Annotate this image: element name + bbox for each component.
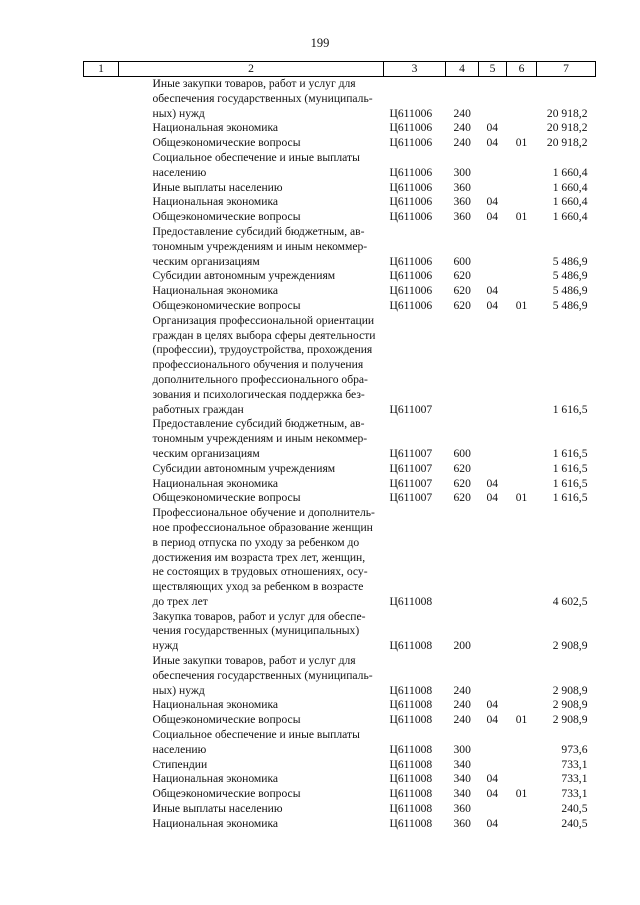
section-code: 04	[486, 787, 499, 801]
expense-type-code: 360	[453, 210, 471, 224]
target-article-code: Ц611008	[389, 698, 433, 712]
target-article-code: Ц611007	[389, 446, 433, 460]
description-line: Общеэкономические вопросы	[152, 298, 301, 312]
target-article-code: Ц611008	[389, 787, 433, 801]
section-code: 04	[486, 491, 499, 505]
row-number-cell	[84, 802, 119, 817]
expense-type-code: 300	[453, 165, 471, 179]
item-description	[119, 195, 384, 210]
subsection-code	[507, 269, 537, 284]
amount: 20 918,2	[546, 121, 588, 135]
section-code	[479, 728, 507, 758]
item-description	[119, 284, 384, 299]
description-line: Иные выплаты населению	[152, 180, 283, 194]
expense-type-code: 360	[453, 802, 471, 816]
section-code	[479, 506, 507, 610]
expense-type-code: 600	[453, 254, 471, 268]
target-article-code: Ц611007	[389, 461, 433, 475]
table-row	[84, 802, 596, 817]
row-number-cell	[84, 491, 119, 506]
description-line: Национальная экономика	[152, 284, 279, 298]
target-article-code: Ц611008	[389, 772, 433, 786]
subsection-code	[507, 225, 537, 269]
section-code	[479, 610, 507, 654]
expense-type-code: 620	[453, 298, 471, 312]
row-number-cell	[84, 610, 119, 654]
subsection-code	[507, 802, 537, 817]
item-description	[119, 77, 384, 122]
table-row	[84, 477, 596, 492]
row-number-cell	[84, 728, 119, 758]
subsection-code	[507, 314, 537, 418]
expense-type-code: 240	[453, 136, 471, 150]
table-row	[84, 772, 596, 787]
target-article-code: Ц611006	[389, 195, 433, 209]
expense-type-code	[446, 506, 479, 610]
table-row	[84, 136, 596, 151]
item-description	[119, 269, 384, 284]
description-line: тономным учреждениям и иным некоммер-	[152, 432, 368, 446]
table-row	[84, 284, 596, 299]
expense-type-code: 360	[453, 195, 471, 209]
description-line: дополнительного профессионального обра-	[152, 372, 368, 386]
description-line: Национальная экономика	[152, 195, 279, 209]
description-line: Предоставление субсидий бюджетным, ав-	[152, 224, 365, 238]
description-line: Предоставление субсидий бюджетным, ав-	[152, 417, 365, 431]
description-line: чения государственных (муниципальных)	[152, 624, 360, 638]
column-header-5: 5	[479, 62, 507, 77]
table-row	[84, 77, 596, 122]
target-article-code: Ц611006	[389, 284, 433, 298]
description-line: Общеэкономические вопросы	[152, 787, 301, 801]
table-row	[84, 151, 596, 181]
expense-type-code: 620	[453, 284, 471, 298]
amount: 20 918,2	[546, 136, 588, 150]
row-number-cell	[84, 314, 119, 418]
subsection-code	[507, 758, 537, 773]
description-line: Субсидии автономным учреждениям	[152, 269, 336, 283]
table-row	[84, 462, 596, 477]
budget-table	[83, 61, 596, 832]
subsection-code	[507, 728, 537, 758]
section-code	[479, 758, 507, 773]
section-code: 04	[486, 284, 499, 298]
section-code	[479, 802, 507, 817]
table-row	[84, 269, 596, 284]
table-row	[84, 314, 596, 418]
expense-type-code: 340	[453, 772, 471, 786]
subsection-code: 01	[515, 713, 528, 727]
description-line: Закупка товаров, работ и услуг для обеспе-	[152, 609, 366, 623]
row-number-cell	[84, 787, 119, 802]
row-number-cell	[84, 195, 119, 210]
expense-type-code: 620	[453, 476, 471, 490]
amount: 1 616,5	[552, 461, 588, 475]
section-code: 04	[486, 698, 499, 712]
description-line: Социальное обеспечение и иные выплаты	[152, 150, 360, 164]
description-line: в период отпуска по уходу за ребенком до	[152, 535, 360, 549]
row-number-cell	[84, 506, 119, 610]
section-code	[479, 77, 507, 122]
amount: 2 908,9	[552, 683, 588, 697]
amount: 2 908,9	[552, 639, 588, 653]
item-description	[119, 314, 384, 418]
item-description	[119, 698, 384, 713]
section-code: 04	[486, 298, 499, 312]
item-description	[119, 713, 384, 728]
table-row	[84, 491, 596, 506]
amount: 4 602,5	[552, 594, 588, 608]
table-row	[84, 181, 596, 196]
amount: 1 660,4	[552, 195, 588, 209]
target-article-code: Ц611006	[389, 180, 433, 194]
amount: 2 908,9	[552, 698, 588, 712]
section-code	[479, 462, 507, 477]
expense-type-code: 620	[453, 269, 471, 283]
description-line: нужд	[152, 639, 179, 653]
column-header-2: 2	[119, 62, 384, 77]
subsection-code: 01	[515, 136, 528, 150]
description-line: ческим организациям	[152, 446, 260, 460]
item-description	[119, 610, 384, 654]
table-row	[84, 121, 596, 136]
expense-type-code: 340	[453, 787, 471, 801]
item-description	[119, 417, 384, 461]
table-row	[84, 787, 596, 802]
table-row	[84, 610, 596, 654]
amount: 1 616,5	[552, 476, 588, 490]
description-line: Стипендии	[152, 757, 208, 771]
row-number-cell	[84, 121, 119, 136]
expense-type-code: 620	[453, 461, 471, 475]
description-line: Организация профессиональной ориентации	[152, 313, 375, 327]
table-row	[84, 728, 596, 758]
item-description	[119, 299, 384, 314]
table-row	[84, 417, 596, 461]
table-row	[84, 210, 596, 225]
item-description	[119, 787, 384, 802]
table-row	[84, 225, 596, 269]
section-code: 04	[486, 195, 499, 209]
amount: 1 660,4	[552, 165, 588, 179]
subsection-code	[507, 772, 537, 787]
item-description	[119, 210, 384, 225]
section-code: 04	[486, 121, 499, 135]
table-row	[84, 698, 596, 713]
target-article-code: Ц611006	[389, 210, 433, 224]
description-line: Национальная экономика	[152, 816, 279, 830]
target-article-code: Ц611008	[389, 742, 433, 756]
target-article-code: Ц611008	[389, 802, 433, 816]
row-number-cell	[84, 225, 119, 269]
description-line: Национальная экономика	[152, 698, 279, 712]
item-description	[119, 477, 384, 492]
description-line: тономным учреждениям и иным некоммер-	[152, 239, 368, 253]
description-line: до трех лет	[152, 594, 208, 608]
subsection-code	[507, 654, 537, 698]
description-line: (профессии), трудоустройства, прохождения	[152, 343, 373, 357]
row-number-cell	[84, 299, 119, 314]
table-row	[84, 758, 596, 773]
amount: 1 616,5	[552, 491, 588, 505]
target-article-code: Ц611007	[389, 402, 433, 416]
row-number-cell	[84, 77, 119, 122]
section-code	[479, 269, 507, 284]
section-code	[479, 314, 507, 418]
row-number-cell	[84, 713, 119, 728]
description-line: не состоящих в трудовых отношениях, осу-	[152, 565, 368, 579]
target-article-code: Ц611006	[389, 165, 433, 179]
section-code: 04	[486, 136, 499, 150]
item-description	[119, 181, 384, 196]
expense-type-code: 240	[453, 683, 471, 697]
description-line: Общеэкономические вопросы	[152, 210, 301, 224]
item-description	[119, 491, 384, 506]
target-article-code: Ц611008	[389, 683, 433, 697]
description-line: Иные выплаты населению	[152, 802, 283, 816]
expense-type-code: 240	[453, 106, 471, 120]
section-code: 04	[486, 713, 499, 727]
description-line: обеспечения государственных (муниципаль-	[152, 91, 373, 105]
subsection-code	[507, 462, 537, 477]
subsection-code	[507, 284, 537, 299]
row-number-cell	[84, 284, 119, 299]
section-code	[479, 225, 507, 269]
subsection-code	[507, 506, 537, 610]
description-line: Профессиональное обучение и дополнитель-	[152, 506, 375, 520]
amount: 1 616,5	[552, 446, 588, 460]
description-line: работных граждан	[152, 402, 244, 416]
item-description	[119, 758, 384, 773]
item-description	[119, 462, 384, 477]
subsection-code	[507, 195, 537, 210]
target-article-code: Ц611006	[389, 269, 433, 283]
description-line: Субсидии автономным учреждениям	[152, 461, 336, 475]
expense-type-code: 240	[453, 713, 471, 727]
target-article-code: Ц611006	[389, 136, 433, 150]
amount: 1 660,4	[552, 210, 588, 224]
subsection-code	[507, 698, 537, 713]
amount: 733,1	[561, 757, 588, 771]
target-article-code: Ц611008	[389, 757, 433, 771]
item-description	[119, 121, 384, 136]
amount: 5 486,9	[552, 254, 588, 268]
subsection-code	[507, 417, 537, 461]
row-number-cell	[84, 269, 119, 284]
description-line: ческим организациям	[152, 254, 260, 268]
column-header-7: 7	[537, 62, 596, 77]
item-description	[119, 772, 384, 787]
item-description	[119, 802, 384, 817]
description-line: достижения им возраста трех лет, женщин,	[152, 550, 366, 564]
section-code: 04	[486, 210, 499, 224]
subsection-code	[507, 610, 537, 654]
subsection-code	[507, 121, 537, 136]
section-code: 04	[486, 476, 499, 490]
description-line: Национальная экономика	[152, 476, 279, 490]
description-line: населению	[152, 165, 207, 179]
expense-type-code: 240	[453, 121, 471, 135]
column-header-1: 1	[84, 62, 119, 77]
row-number-cell	[84, 136, 119, 151]
amount: 1 660,4	[552, 180, 588, 194]
target-article-code: Ц611008	[389, 594, 433, 608]
description-line: населению	[152, 742, 207, 756]
description-line: зования и психологическая поддержка без-	[152, 387, 365, 401]
target-article-code: Ц611006	[389, 254, 433, 268]
row-number-cell	[84, 462, 119, 477]
expense-type-code: 620	[453, 491, 471, 505]
row-number-cell	[84, 817, 119, 832]
table-row	[84, 713, 596, 728]
section-code: 04	[486, 772, 499, 786]
expense-type-code: 360	[453, 816, 471, 830]
description-line: ное профессиональное образование женщин	[152, 520, 373, 534]
page-number: 199	[310, 36, 330, 50]
row-number-cell	[84, 758, 119, 773]
row-number-cell	[84, 698, 119, 713]
item-description	[119, 151, 384, 181]
amount: 240,5	[561, 802, 588, 816]
subsection-code: 01	[515, 491, 528, 505]
section-code	[479, 151, 507, 181]
expense-type-code	[446, 314, 479, 418]
amount: 733,1	[561, 772, 588, 786]
table-row	[84, 299, 596, 314]
amount: 240,5	[561, 816, 588, 830]
description-line: Иные закупки товаров, работ и услуг для	[152, 77, 356, 90]
description-line: Социальное обеспечение и иные выплаты	[152, 728, 360, 742]
subsection-code	[507, 477, 537, 492]
expense-type-code: 360	[453, 180, 471, 194]
description-line: ных) нужд	[152, 683, 205, 697]
subsection-code	[507, 817, 537, 832]
description-line: Общеэкономические вопросы	[152, 491, 301, 505]
target-article-code: Ц611006	[389, 106, 433, 120]
section-code	[479, 654, 507, 698]
column-header-4: 4	[446, 62, 479, 77]
description-line: ществляющих уход за ребенком в возрасте	[152, 580, 364, 594]
column-header-6: 6	[507, 62, 537, 77]
amount: 5 486,9	[552, 298, 588, 312]
amount: 973,6	[561, 742, 588, 756]
subsection-code	[507, 77, 537, 122]
description-line: Иные закупки товаров, работ и услуг для	[152, 654, 356, 668]
description-line: Национальная экономика	[152, 121, 279, 135]
row-number-cell	[84, 417, 119, 461]
row-number-cell	[84, 181, 119, 196]
subsection-code: 01	[515, 210, 528, 224]
target-article-code: Ц611007	[389, 476, 433, 490]
description-line: Национальная экономика	[152, 772, 279, 786]
row-number-cell	[84, 654, 119, 698]
item-description	[119, 817, 384, 832]
description-line: Общеэкономические вопросы	[152, 136, 301, 150]
description-line: ных) нужд	[152, 106, 205, 120]
description-line: обеспечения государственных (муниципаль-	[152, 668, 373, 682]
target-article-code: Ц611006	[389, 121, 433, 135]
row-number-cell	[84, 772, 119, 787]
item-description	[119, 225, 384, 269]
item-description	[119, 654, 384, 698]
table-row	[84, 654, 596, 698]
amount: 5 486,9	[552, 284, 588, 298]
amount: 5 486,9	[552, 269, 588, 283]
section-code: 04	[486, 816, 499, 830]
expense-type-code: 600	[453, 446, 471, 460]
amount: 733,1	[561, 787, 588, 801]
amount: 1 616,5	[552, 402, 588, 416]
row-number-cell	[84, 151, 119, 181]
subsection-code: 01	[515, 787, 528, 801]
subsection-code: 01	[515, 298, 528, 312]
row-number-cell	[84, 210, 119, 225]
item-description	[119, 506, 384, 610]
expense-type-code: 300	[453, 742, 471, 756]
row-number-cell	[84, 477, 119, 492]
target-article-code: Ц611006	[389, 298, 433, 312]
target-article-code: Ц611008	[389, 816, 433, 830]
expense-type-code: 200	[453, 639, 471, 653]
expense-type-code: 240	[453, 698, 471, 712]
amount: 20 918,2	[546, 106, 588, 120]
subsection-code	[507, 181, 537, 196]
column-number-header	[84, 62, 596, 77]
item-description	[119, 728, 384, 758]
amount: 2 908,9	[552, 713, 588, 727]
target-article-code: Ц611008	[389, 639, 433, 653]
table-row	[84, 506, 596, 610]
subsection-code	[507, 151, 537, 181]
description-line: профессионального обучения и получения	[152, 358, 364, 372]
section-code	[479, 181, 507, 196]
target-article-code: Ц611007	[389, 491, 433, 505]
section-code	[479, 417, 507, 461]
target-article-code: Ц611008	[389, 713, 433, 727]
description-line: граждан в целях выбора сферы деятельности	[152, 328, 376, 342]
column-header-3: 3	[384, 62, 446, 77]
expense-type-code: 340	[453, 757, 471, 771]
description-line: Общеэкономические вопросы	[152, 713, 301, 727]
table-row	[84, 817, 596, 832]
item-description	[119, 136, 384, 151]
table-row	[84, 195, 596, 210]
